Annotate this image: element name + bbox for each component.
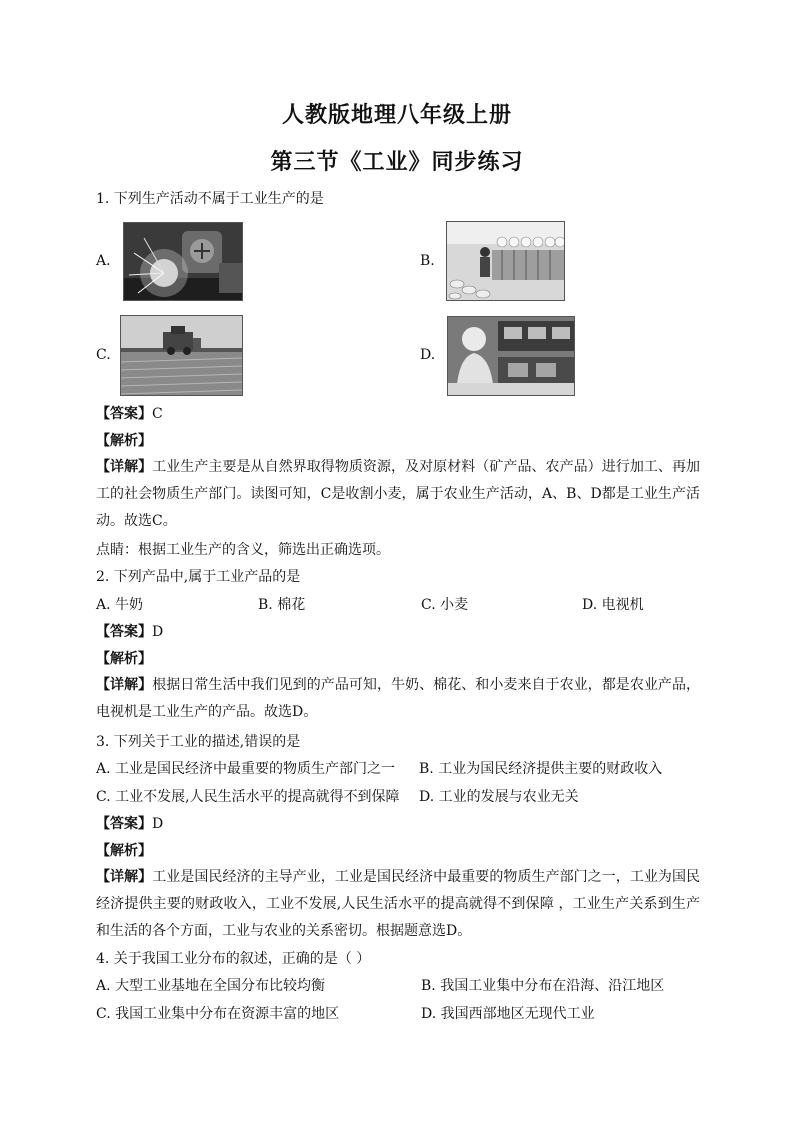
answer-tag: 【答案】 (96, 816, 152, 832)
q1-option-d-photo (447, 316, 575, 396)
detail-text: 工业生产主要是从自然界取得物质资源，及对原材料（矿产品、农产品）进行加工、再加工的社会物质生产部门。读图可知，C是收割小麦，属于农业生产活动，A、B、D都是工业生产活动。故选C。 (96, 459, 701, 529)
q2-option-d: D. 电视机 (582, 597, 644, 613)
q1-note: 点睛：根据工业生产的含义，筛选出正确选项。 (96, 542, 390, 558)
q4-option-d: D. 我国西部地区无现代工业 (421, 1006, 595, 1022)
q3-stem: 3. 下列关于工业的描述,错误的是 (96, 734, 301, 750)
document-title: 人教版地理八年级上册 (281, 102, 512, 128)
q2-option-a: A. 牛奶 (96, 597, 144, 613)
q3-answer (96, 815, 163, 833)
q2-option-b: B. 棉花 (258, 597, 306, 613)
detail-text: 根据日常生活中我们见到的产品可知，牛奶、棉花、和小麦来自于农业，都是农业产品，电视机是工业生产的产品。故选D。 (96, 677, 701, 720)
q2-answer (96, 623, 163, 641)
answer-value: D (152, 816, 164, 832)
q2-option-c: C. 小麦 (421, 597, 469, 613)
q1-option-b-photo (446, 221, 565, 301)
q2-analysis-tag: 【解析】 (96, 651, 152, 667)
answer-tag: 【答案】 (96, 406, 152, 422)
q2-detail (96, 672, 700, 726)
q1-option-b-label: B. (420, 253, 435, 269)
detail-text: 工业是国民经济的主导产业，工业是国民经济中最重要的物质生产部门之一，工业为国民经济提供主要的财政收入，工业不发展,人民生活水平的提高就得不到保障 ，工业生产关系到生产和生活的各个方面，工业与农业的关系密切。根据题意选D。 (96, 869, 701, 939)
q1-answer (96, 405, 163, 423)
q1-option-a-photo (123, 222, 243, 301)
detail-tag: 【详解】 (96, 869, 153, 885)
q1-stem: 1. 下列生产活动不属于工业生产的是 (96, 191, 324, 207)
q1-analysis-tag: 【解析】 (96, 433, 152, 449)
q3-option-d: D. 工业的发展与农业无关 (419, 789, 579, 805)
q1-option-a-label: A. (96, 253, 111, 269)
q2-stem: 2. 下列产品中,属于工业产品的是 (96, 569, 301, 585)
q1-option-c-label: C. (96, 347, 111, 363)
q4-option-a: A. 大型工业基地在全国分布比较均衡 (96, 978, 326, 994)
q4-option-c: C. 我国工业集中分布在资源丰富的地区 (96, 1006, 340, 1022)
q1-detail (96, 454, 700, 535)
detail-tag: 【详解】 (96, 459, 153, 475)
q4-stem: 4. 关于我国工业分布的叙述，正确的是（ ） (96, 951, 371, 967)
q1-option-d-label: D. (420, 347, 436, 363)
q3-option-b: B. 工业为国民经济提供主要的财政收入 (419, 761, 663, 777)
answer-value: C (152, 406, 163, 422)
document-subtitle: 第三节《工业》同步练习 (270, 149, 524, 175)
q3-analysis-tag: 【解析】 (96, 843, 152, 859)
answer-value: D (152, 624, 164, 640)
q3-detail (96, 864, 700, 945)
q4-option-b: B. 我国工业集中分布在沿海、沿江地区 (421, 978, 665, 994)
q3-option-a: A. 工业是国民经济中最重要的物质生产部门之一 (96, 761, 396, 777)
answer-tag: 【答案】 (96, 624, 152, 640)
detail-tag: 【详解】 (96, 677, 153, 693)
q1-option-c-photo (120, 315, 243, 396)
q3-option-c: C. 工业不发展,人民生活水平的提高就得不到保障 (96, 789, 400, 805)
